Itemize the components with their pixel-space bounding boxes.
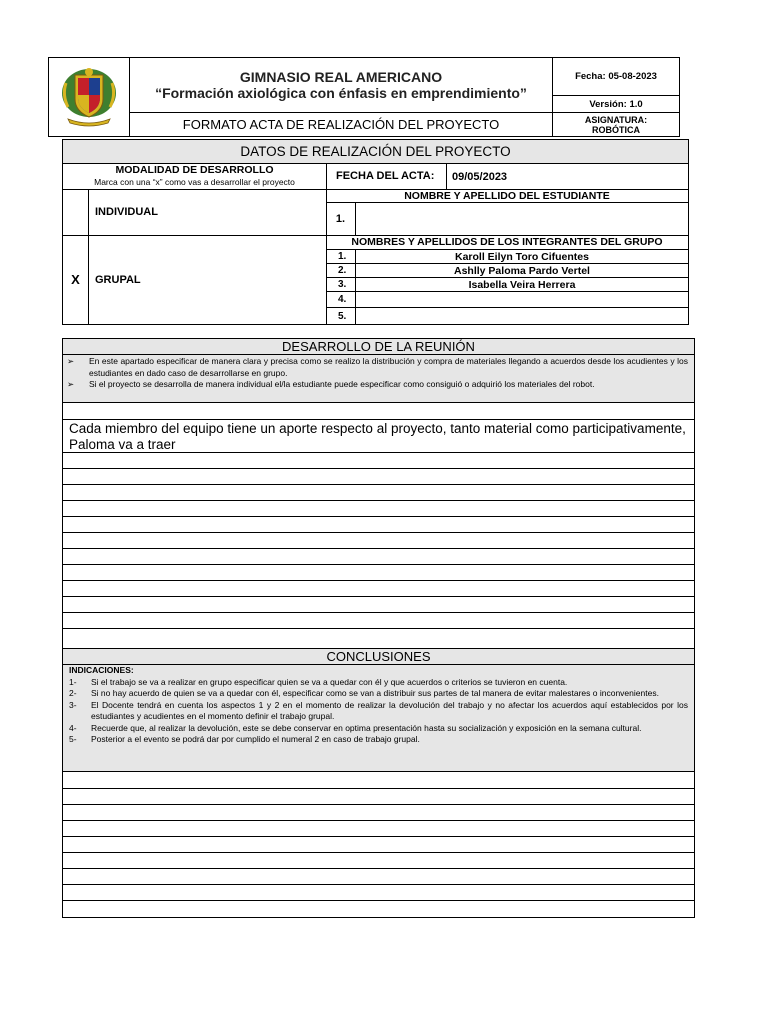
member-number: 2.	[326, 264, 356, 277]
student-header-cell	[326, 189, 689, 203]
conclusiones-title: CONCLUSIONES	[326, 649, 431, 664]
desarrollo-instructions	[63, 355, 694, 403]
format-title-cell	[130, 113, 553, 136]
grupal-mark-cell[interactable]	[62, 235, 89, 325]
group-header: NOMBRES Y APELLIDOS DE LOS INTEGRANTES DEL GRUPO	[351, 236, 663, 248]
indicacion-item: 1- Si el trabajo se va a realizar en grupo especificar quien se va a quedar con él y que acuerdos o criterios se tuvieron en cuenta.	[69, 676, 568, 687]
school-motto: “Formación axiológica con énfasis en emprendimiento”	[155, 85, 527, 101]
date-cell	[553, 58, 679, 96]
modalidad-cell	[62, 163, 327, 190]
fecha-value-cell	[446, 163, 689, 190]
member-name[interactable]	[356, 308, 688, 324]
fecha-label-cell	[326, 163, 447, 190]
member-number: 1.	[326, 250, 356, 263]
fecha-label: FECHA DEL ACTA:	[336, 170, 435, 182]
member-row	[326, 277, 689, 292]
doc-version: Versión: 1.0	[589, 98, 643, 110]
format-title: FORMATO ACTA DE REALIZACIÓN DEL PROYECTO	[182, 117, 500, 132]
logo-cell	[49, 58, 130, 136]
desarrollo-section	[62, 338, 695, 649]
member-row	[326, 307, 689, 325]
indicacion-item: 5- Posterior a el evento se podrá dar por cumplido el numeral 2 en caso de trabajo grupal.	[69, 734, 420, 744]
conclusiones-instructions	[63, 665, 694, 772]
individual-number: 1.	[335, 212, 346, 225]
instruction-text: Si el proyecto se desarrolla de manera individual el/la estudiante puede especificar como consiguió o adquirió los materiales del robot.	[89, 379, 595, 389]
header-block	[48, 57, 680, 137]
instruction-item	[67, 356, 688, 379]
arrow-bullet-icon: ➢	[67, 379, 75, 389]
grupal-mark: X	[71, 272, 80, 287]
conclusiones-lines[interactable]	[63, 772, 694, 917]
desarrollo-title-bar	[63, 339, 694, 355]
school-crest-logo	[58, 65, 120, 129]
subject-cell	[553, 113, 679, 136]
conclusiones-section	[62, 648, 695, 918]
version-cell	[553, 96, 679, 113]
instruction-text: En este apartado especificar de manera clara y precisa como se realizo la distribución y compra de materiales llegando a acuerdos desde los acudientes y los estudiantes en dado caso de desarrollarse en grupo.	[89, 356, 688, 378]
group-header-cell	[326, 235, 689, 249]
individual-label: INDIVIDUAL	[95, 206, 158, 218]
modalidad-hint: Marca con una “x” como vas a desarrollar el proyecto	[94, 177, 295, 187]
title-cell	[130, 58, 553, 113]
member-number: 3.	[326, 278, 356, 291]
datos-title-bar	[62, 139, 689, 164]
arrow-bullet-icon: ➢	[67, 356, 75, 366]
indicacion-item: 2- Si no hay acuerdo de quien se va a quedar con él, especificar como se van a distribuir sus partes de tal manera de evitar malestares o inconvenientes.	[69, 688, 659, 698]
subject-label: ASIGNATURA:	[584, 114, 648, 125]
grupal-label: GRUPAL	[95, 273, 141, 286]
member-name[interactable]: Ashlly Paloma Pardo Vertel	[454, 264, 590, 277]
student-header: NOMBRE Y APELLIDO DEL ESTUDIANTE	[404, 190, 610, 202]
member-name[interactable]: Karoll Eilyn Toro Cifuentes	[455, 250, 589, 263]
desarrollo-title: DESARROLLO DE LA REUNIÓN	[282, 339, 475, 354]
individual-label-cell	[88, 189, 327, 236]
grupal-label-cell	[88, 235, 327, 325]
member-name[interactable]: Isabella Veira Herrera	[468, 278, 576, 291]
member-name[interactable]	[356, 292, 688, 307]
doc-date: Fecha: 05-08-2023	[575, 71, 657, 82]
indicaciones-label: INDICACIONES:	[69, 665, 134, 675]
member-number: 4.	[326, 292, 356, 307]
member-row	[326, 291, 689, 308]
member-row	[326, 263, 689, 278]
instruction-item	[67, 379, 688, 391]
subject-value: ROBÓTICA	[592, 124, 640, 135]
member-number: 5.	[326, 308, 356, 324]
member-row	[326, 249, 689, 264]
school-name: GIMNASIO REAL AMERICANO	[239, 69, 443, 85]
conclusiones-title-bar	[63, 649, 694, 665]
individual-mark-cell[interactable]	[62, 189, 89, 236]
datos-title: DATOS DE REALIZACIÓN DEL PROYECTO	[240, 144, 511, 159]
modalidad-title: MODALIDAD DE DESARROLLO	[115, 164, 274, 176]
desarrollo-response[interactable]: Cada miembro del equipo tiene un aporte respecto al proyecto, tanto material como participativamente, Paloma va a traer	[69, 421, 686, 452]
indicacion-item: 4- Recuerde que, al realizar la devolución, este se debe conservar en optima presentación hasta su socialización y exposición en la semana cultural.	[69, 722, 642, 733]
individual-name-field[interactable]	[355, 202, 689, 236]
fecha-value: 09/05/2023	[452, 170, 508, 183]
individual-number-cell	[326, 202, 356, 236]
indicacion-item: 3- El Docente tendrá en cuenta los aspectos 1 y 2 en el momento de realizar la devolución del trabajo y no afectar los acuerdos aquí establecidos por los estudiantes y acudientes en el momento definir el trabajo grupal.	[69, 699, 688, 721]
